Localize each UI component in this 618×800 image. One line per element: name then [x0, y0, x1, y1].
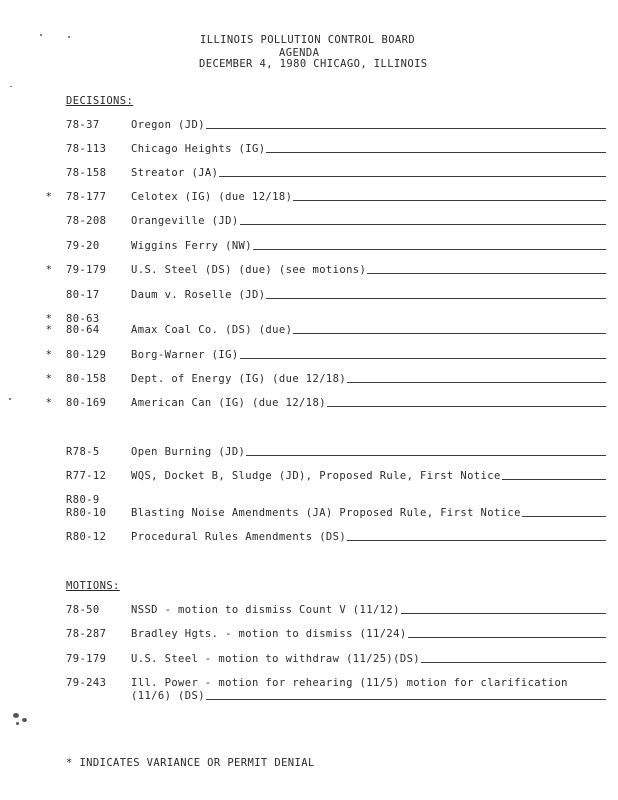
decision-row — [0, 349, 618, 363]
case-description: Daum v. Roselle (JD) — [131, 289, 266, 301]
docket-number: R78-5 — [66, 446, 100, 458]
denial-marker: * — [45, 191, 53, 203]
motion-row — [0, 628, 618, 642]
docket-number: 79-243 — [66, 677, 107, 689]
fill-line — [421, 662, 606, 663]
docket-number: 78-287 — [66, 628, 107, 640]
case-description: Orangeville (JD) — [131, 215, 239, 227]
decision-row — [0, 397, 618, 411]
case-description: American Can (IG) (due 12/18) — [131, 397, 326, 409]
decision-row — [0, 289, 618, 303]
motion-row — [0, 653, 618, 667]
fill-line — [206, 128, 606, 129]
case-description: Dept. of Energy (IG) (due 12/18) — [131, 373, 347, 385]
rule-row — [0, 507, 618, 521]
decisions-heading: DECISIONS: — [66, 95, 134, 107]
motion-description-continued: (11/6) (DS) — [131, 690, 205, 702]
rule-description: Blasting Noise Amendments (JA) Proposed Rule, First Notice — [131, 507, 521, 519]
fill-line — [240, 358, 606, 359]
denial-marker: * — [45, 324, 53, 336]
docket-number: R80-9 — [66, 494, 100, 506]
case-description: Wiggins Ferry (NW) — [131, 240, 252, 252]
docket-number: 79-179 — [66, 653, 107, 665]
decision-row — [0, 191, 618, 205]
docket-number: R80-12 — [66, 531, 107, 543]
scan-speck — [40, 34, 42, 36]
docket-number: 78-50 — [66, 604, 100, 616]
rule-description: Open Burning (JD) — [131, 446, 246, 458]
case-description: Oregon (JD) — [131, 119, 205, 131]
decision-row — [0, 240, 618, 254]
fill-line — [253, 249, 606, 250]
denial-marker: * — [45, 349, 53, 361]
rule-row — [0, 531, 618, 545]
fill-line — [266, 152, 606, 153]
board-title: ILLINOIS POLLUTION CONTROL BOARD — [200, 34, 416, 46]
scan-speck — [10, 86, 12, 87]
scan-speck — [9, 398, 11, 400]
fill-line — [293, 333, 606, 334]
docket-number: 80-169 — [66, 397, 107, 409]
scan-speck — [22, 718, 27, 722]
fill-line — [347, 382, 606, 383]
docket-number: R77-12 — [66, 470, 107, 482]
rule-row — [0, 494, 618, 508]
motion-description: Bradley Hgts. - motion to dismiss (11/24) — [131, 628, 407, 640]
rule-row — [0, 446, 618, 460]
case-description: Celotex (IG) (due 12/18) — [131, 191, 293, 203]
fill-line — [240, 224, 606, 225]
fill-line — [327, 406, 606, 407]
docket-number: 80-63 — [66, 313, 100, 325]
case-description: U.S. Steel (DS) (due) (see motions) — [131, 264, 367, 276]
meeting-date-location: DECEMBER 4, 1980 CHICAGO, ILLINOIS — [199, 58, 428, 70]
docket-number: R80-10 — [66, 507, 107, 519]
fill-line — [502, 479, 606, 480]
denial-marker: * — [45, 373, 53, 385]
denial-marker: * — [45, 313, 53, 325]
decision-row — [0, 264, 618, 278]
case-description: Borg-Warner (IG) — [131, 349, 239, 361]
docket-number: 78-37 — [66, 119, 100, 131]
docket-number: 80-129 — [66, 349, 107, 361]
motion-description: U.S. Steel - motion to withdraw (11/25)(DS) — [131, 653, 421, 665]
motion-description: NSSD - motion to dismiss Count V (11/12) — [131, 604, 400, 616]
denial-marker: * — [45, 264, 53, 276]
decision-row — [0, 324, 618, 338]
motion-row-continued — [0, 690, 618, 704]
agenda-title: AGENDA — [279, 47, 320, 59]
fill-line — [246, 455, 606, 456]
decision-row — [0, 119, 618, 133]
fill-line — [293, 200, 606, 201]
docket-number: 78-158 — [66, 167, 107, 179]
fill-line — [522, 516, 606, 517]
scan-speck — [68, 36, 70, 38]
decision-row — [0, 167, 618, 181]
docket-number: 80-64 — [66, 324, 100, 336]
footnote: * INDICATES VARIANCE OR PERMIT DENIAL — [66, 757, 315, 769]
docket-number: 79-179 — [66, 264, 107, 276]
docket-number: 78-113 — [66, 143, 107, 155]
docket-number: 80-17 — [66, 289, 100, 301]
fill-line — [206, 699, 606, 700]
case-description: Amax Coal Co. (DS) (due) — [131, 324, 293, 336]
fill-line — [408, 637, 606, 638]
rule-description: Procedural Rules Amendments (DS) — [131, 531, 347, 543]
docket-number: 80-158 — [66, 373, 107, 385]
motion-row — [0, 677, 618, 691]
docket-number: 78-177 — [66, 191, 107, 203]
motions-heading: MOTIONS: — [66, 580, 120, 592]
motion-description: Ill. Power - motion for rehearing (11/5) motion for clarification — [131, 677, 568, 689]
decision-row — [0, 215, 618, 229]
fill-line — [347, 540, 606, 541]
rule-row — [0, 470, 618, 484]
docket-number: 79-20 — [66, 240, 100, 252]
denial-marker: * — [45, 397, 53, 409]
scan-speck — [16, 722, 19, 725]
case-description: Chicago Heights (IG) — [131, 143, 266, 155]
motion-row — [0, 604, 618, 618]
decision-row — [0, 373, 618, 387]
fill-line — [367, 273, 606, 274]
fill-line — [219, 176, 606, 177]
scan-speck — [13, 713, 19, 718]
fill-line — [401, 613, 606, 614]
rule-description: WQS, Docket B, Sludge (JD), Proposed Rule, First Notice — [131, 470, 501, 482]
case-description: Streator (JA) — [131, 167, 219, 179]
fill-line — [266, 298, 606, 299]
docket-number: 78-208 — [66, 215, 107, 227]
decision-row — [0, 143, 618, 157]
